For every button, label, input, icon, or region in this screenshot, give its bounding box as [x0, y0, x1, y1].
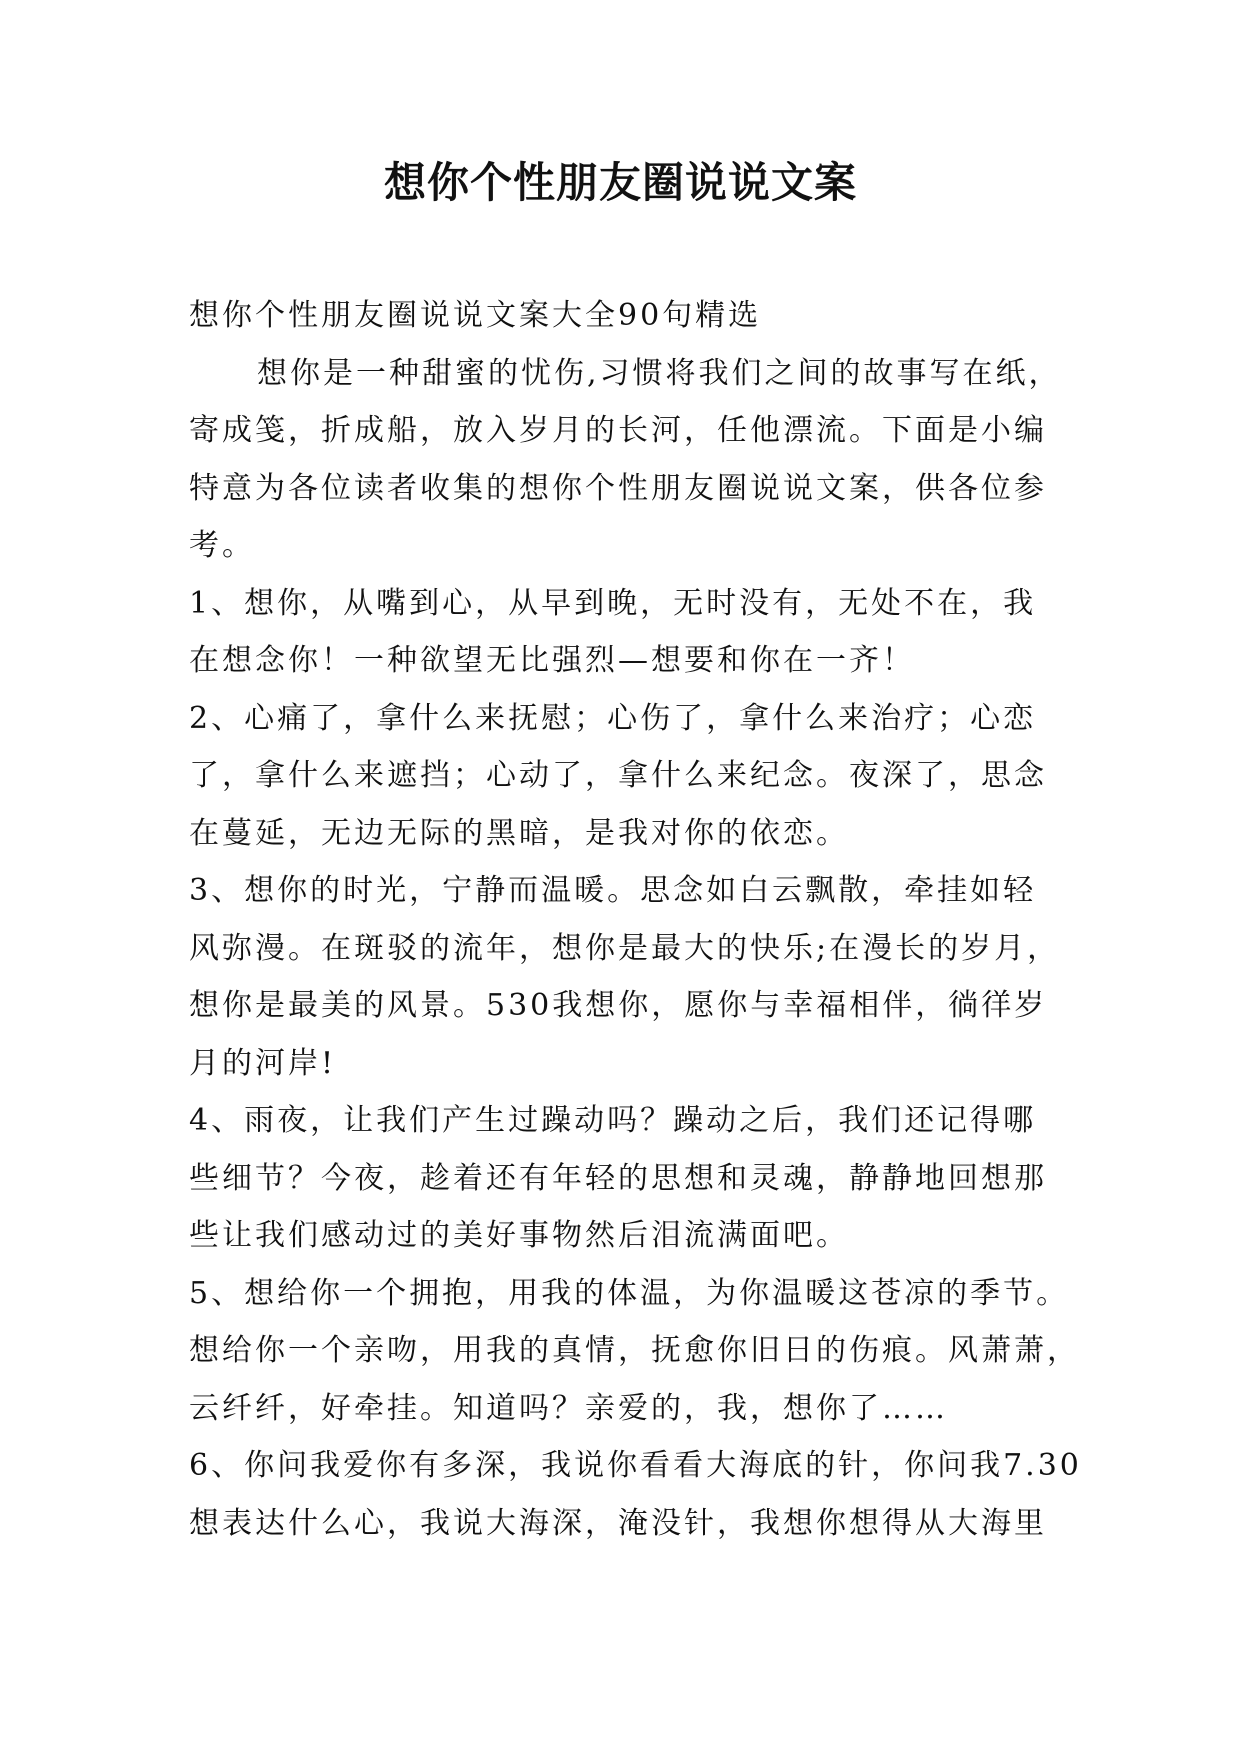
document-title: 想你个性朋友圈说说文案 [383, 158, 857, 207]
paragraph-line: 些细节？今夜，趁着还有年轻的思想和灵魂，静静地回想那 [189, 1160, 1047, 1196]
paragraph-line: 2、心痛了，拿什么来抚慰；心伤了，拿什么来治疗；心恋 [189, 700, 1037, 736]
paragraph-line: 在蔓延，无边无际的黑暗，是我对你的依恋。 [189, 815, 849, 851]
paragraph-line: 些让我们感动过的美好事物然后泪流满面吧。 [189, 1218, 849, 1253]
document-body [189, 287, 1082, 1552]
paragraph-line: 云纤纤，好牵挂。知道吗？亲爱的，我，想你了…… [189, 1390, 948, 1426]
paragraph-line: 4、雨夜，让我们产生过躁动吗？躁动之后，我们还记得哪 [189, 1103, 1037, 1138]
paragraph-line: 了，拿什么来遮挡；心动了，拿什么来纪念。夜深了，思念 [189, 758, 1047, 793]
intro-line: 特意为各位读者收集的想你个性朋友圈说说文案，供各位参 [189, 470, 1047, 506]
intro-line: 考。 [189, 528, 255, 563]
paragraph-line: 月的河岸! [189, 1045, 337, 1081]
paragraph-line: 6、你问我爱你有多深，我说你看看大海底的针，你问我7.30 [189, 1448, 1082, 1483]
paragraph-line: 想你是最美的风景。530我想你，愿你与幸福相伴，徜徉岁 [189, 988, 1048, 1023]
intro-line: 想你是一种甜蜜的忧伤,习惯将我们之间的故事写在纸， [257, 355, 1062, 391]
paragraph-line: 1、想你，从嘴到心，从早到晚，无时没有，无处不在，我 [189, 585, 1037, 621]
paragraph-line: 想给你一个亲吻，用我的真情，抚愈你旧日的伤痕。风萧萧， [189, 1333, 1080, 1368]
intro-line: 寄成笺，折成船，放入岁月的长河，任他漂流。下面是小编 [189, 413, 1047, 448]
subtitle-line: 想你个性朋友圈说说文案大全90句精选 [189, 298, 762, 333]
paragraph-line: 在想念你！一种欲望无比强烈—想要和你在一齐！ [189, 643, 915, 678]
paragraph-line: 5、想给你一个拥抱，用我的体温，为你温暖这苍凉的季节。 [189, 1275, 1070, 1311]
paragraph-line: 想表达什么心，我说大海深，淹没针，我想你想得从大海里 [189, 1505, 1047, 1541]
paragraph-line: 3、想你的时光，宁静而温暖。思念如白云飘散，牵挂如轻 [189, 873, 1037, 908]
paragraph-line: 风弥漫。在斑驳的流年，想你是最大的快乐;在漫长的岁月， [189, 930, 1061, 966]
